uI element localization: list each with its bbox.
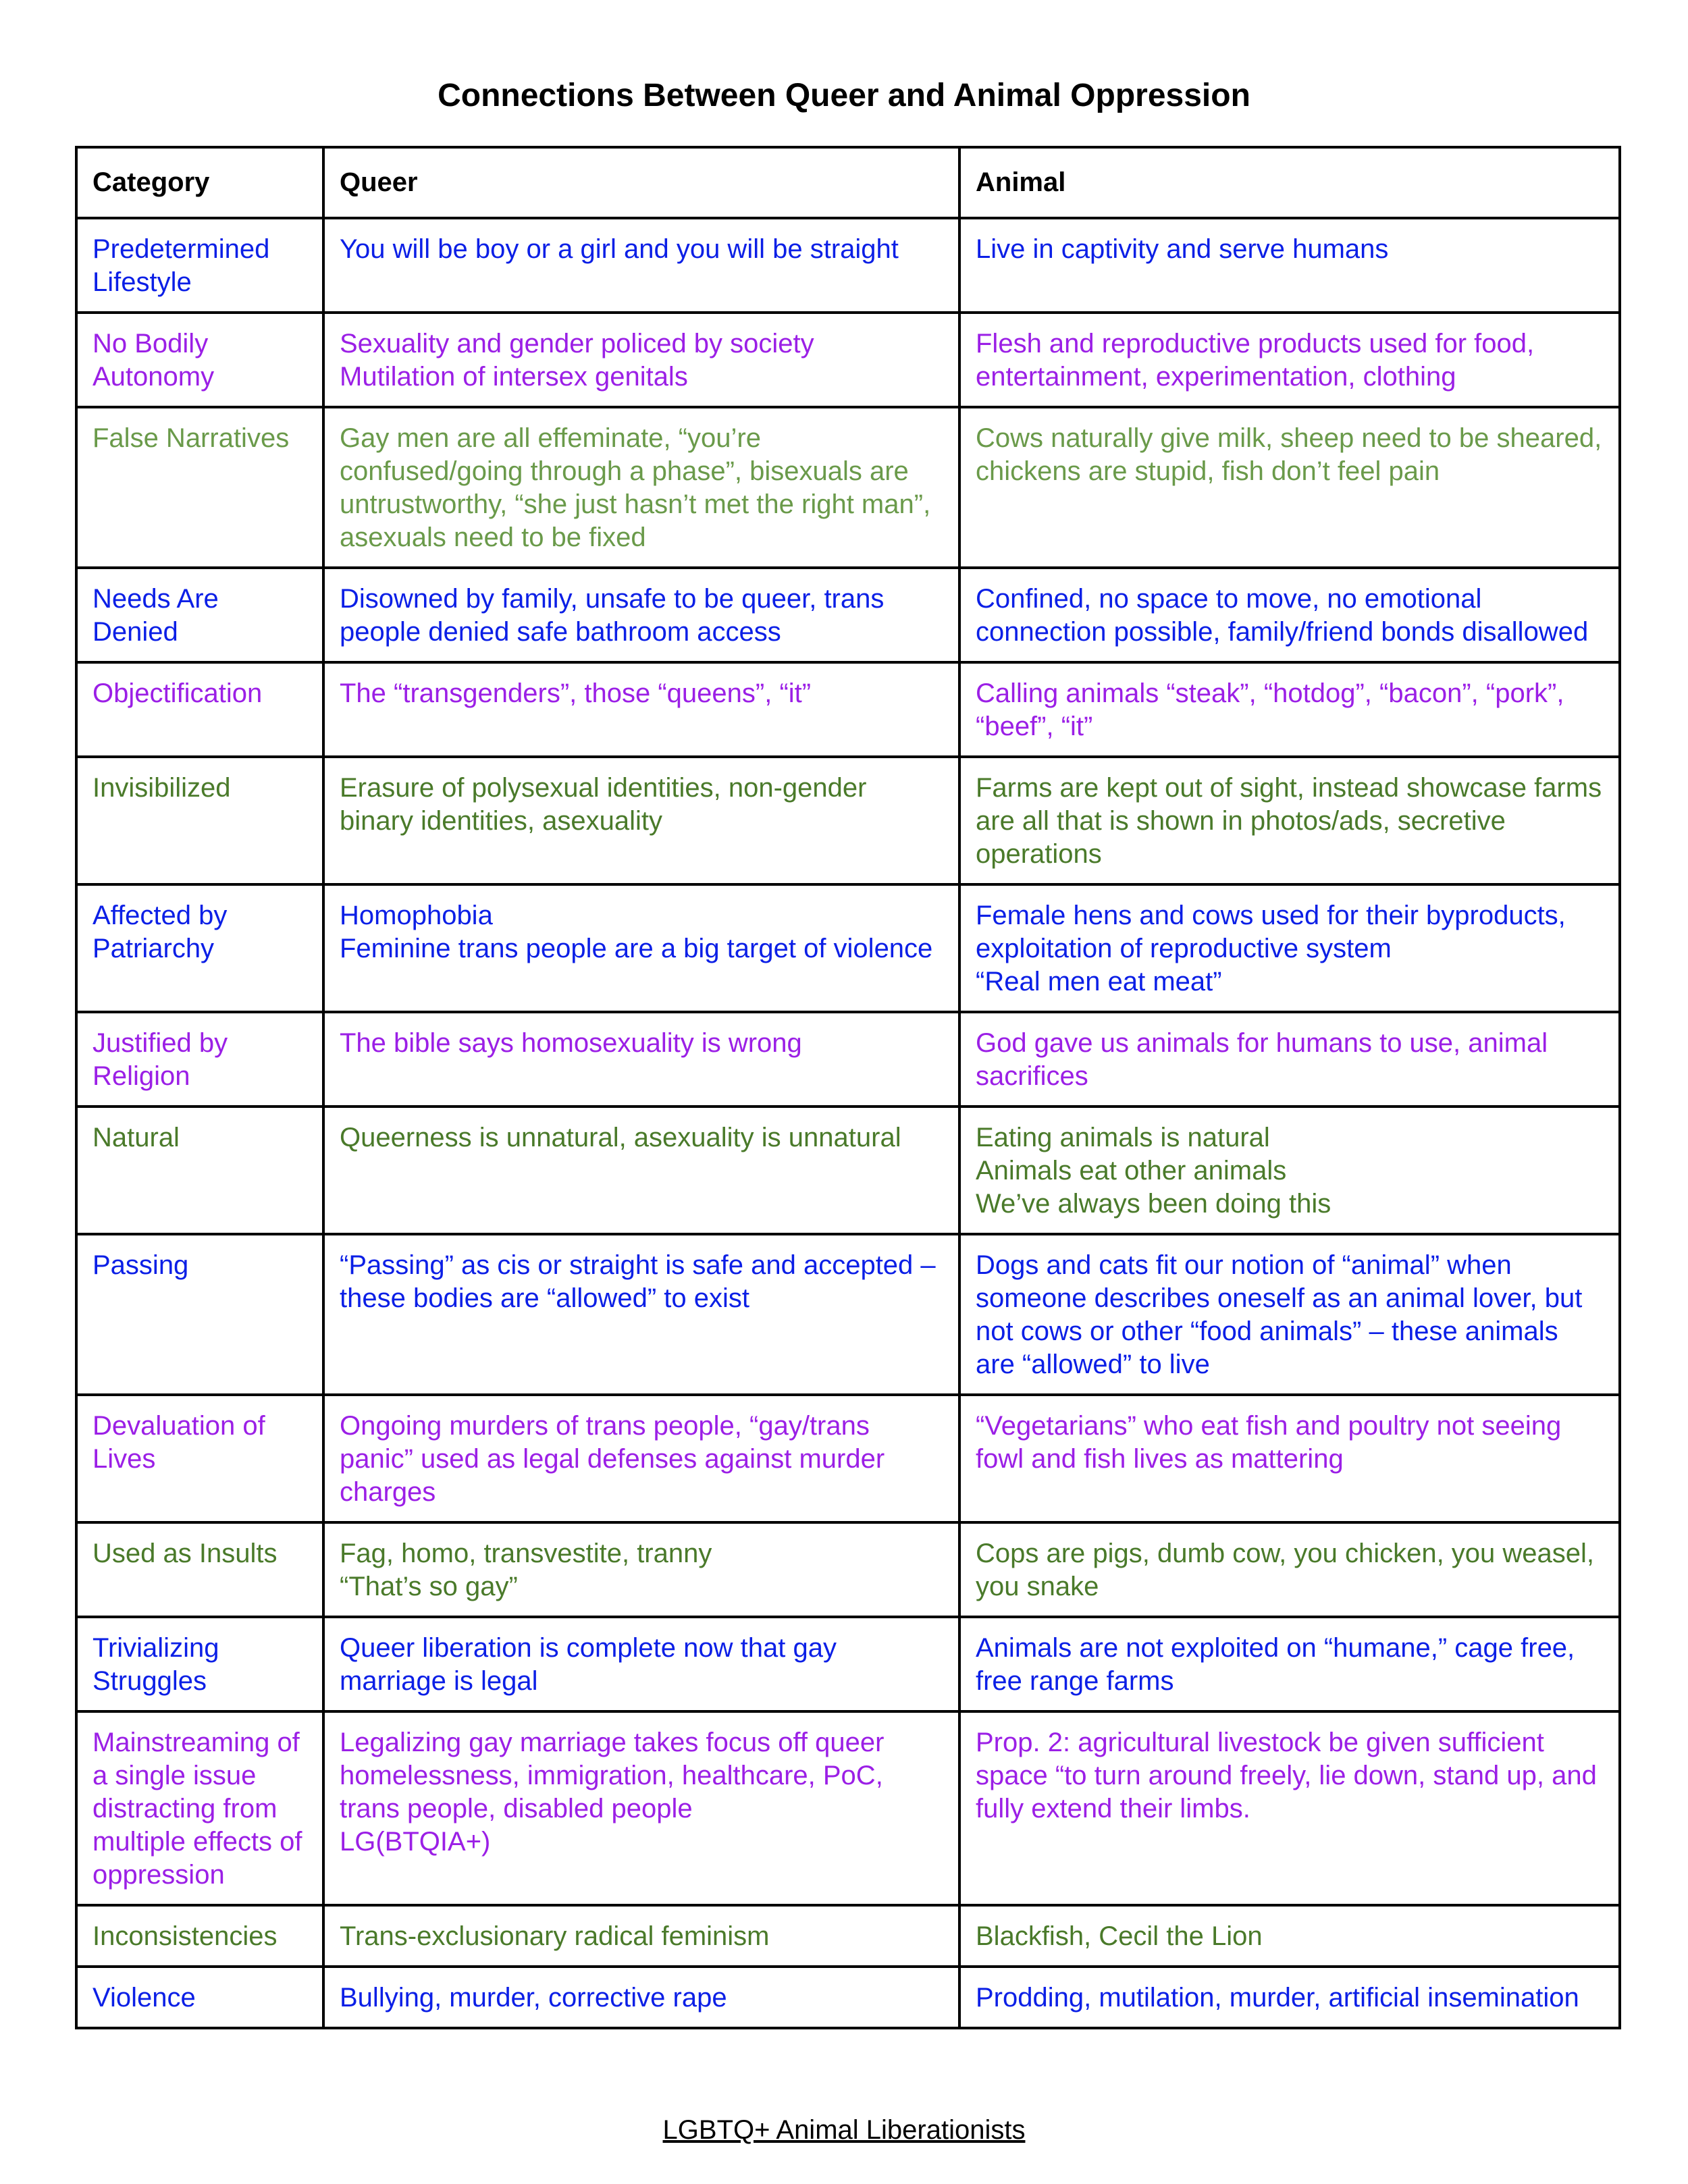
- table-row: [76, 1234, 1620, 1395]
- table-row: [76, 1522, 1620, 1617]
- animal-cell: Live in captivity and serve humans: [959, 218, 1620, 313]
- category-cell: Justified by Religion: [76, 1012, 323, 1107]
- category-cell: Devaluation of Lives: [76, 1395, 323, 1522]
- queer-cell: Disowned by family, unsafe to be queer, trans people denied safe bathroom access: [323, 568, 959, 662]
- queer-cell: Legalizing gay marriage takes focus off queer homelessness, immigration, healthcare, PoC, trans people, disabled people LG(BTQIA+): [323, 1711, 959, 1905]
- queer-cell: Gay men are all effeminate, “you’re confused/going through a phase”, bisexuals are untrustworthy, “she just hasn’t met the right man”, asexuals need to be fixed: [323, 407, 959, 568]
- queer-cell: Sexuality and gender policed by society Mutilation of intersex genitals: [323, 313, 959, 407]
- animal-cell: God gave us animals for humans to use, animal sacrifices: [959, 1012, 1620, 1107]
- animal-cell: Flesh and reproductive products used for food, entertainment, experimentation, clothing: [959, 313, 1620, 407]
- category-cell: Violence: [76, 1967, 323, 2028]
- table-row: [76, 568, 1620, 662]
- queer-cell: The “transgenders”, those “queens”, “it”: [323, 662, 959, 757]
- queer-cell: Queerness is unnatural, asexuality is unnatural: [323, 1107, 959, 1234]
- queer-cell: Bullying, murder, corrective rape: [323, 1967, 959, 2028]
- animal-cell: Dogs and cats fit our notion of “animal” when someone describes oneself as an animal lover, but not cows or other “food animals” – these animals are “allowed” to live: [959, 1234, 1620, 1395]
- category-cell: Affected by Patriarchy: [76, 884, 323, 1012]
- table-row: [76, 218, 1620, 313]
- table-row: [76, 1107, 1620, 1234]
- queer-cell: “Passing” as cis or straight is safe and accepted – these bodies are “allowed” to exist: [323, 1234, 959, 1395]
- table-header-row: [76, 147, 1620, 218]
- table-row: [76, 1905, 1620, 1967]
- animal-cell: Cows naturally give milk, sheep need to be sheared, chickens are stupid, fish don’t feel pain: [959, 407, 1620, 568]
- category-cell: Used as Insults: [76, 1522, 323, 1617]
- table-row: [76, 757, 1620, 884]
- category-cell: Predetermined Lifestyle: [76, 218, 323, 313]
- animal-cell: Cops are pigs, dumb cow, you chicken, you weasel, you snake: [959, 1522, 1620, 1617]
- animal-cell: Confined, no space to move, no emotional connection possible, family/friend bonds disallowed: [959, 568, 1620, 662]
- table-body: [76, 218, 1620, 2028]
- table-row: [76, 313, 1620, 407]
- animal-cell: Calling animals “steak”, “hotdog”, “bacon”, “pork”, “beef”, “it”: [959, 662, 1620, 757]
- table-row: [76, 884, 1620, 1012]
- footer-link[interactable]: LGBTQ+ Animal Liberationists: [662, 2115, 1026, 2145]
- animal-cell: Eating animals is natural Animals eat other animals We’ve always been doing this: [959, 1107, 1620, 1234]
- table-row: [76, 1012, 1620, 1107]
- table-row: [76, 1617, 1620, 1711]
- category-cell: Natural: [76, 1107, 323, 1234]
- table-row: [76, 662, 1620, 757]
- table-row: [76, 1967, 1620, 2028]
- queer-cell: Erasure of polysexual identities, non-gender binary identities, asexuality: [323, 757, 959, 884]
- animal-cell: Animals are not exploited on “humane,” cage free, free range farms: [959, 1617, 1620, 1711]
- animal-cell: Prop. 2: agricultural livestock be given sufficient space “to turn around freely, lie down, stand up, and fully extend their limbs.: [959, 1711, 1620, 1905]
- page-title: Connections Between Queer and Animal Oppression: [438, 78, 1250, 113]
- category-cell: Inconsistencies: [76, 1905, 323, 1967]
- queer-cell: Trans-exclusionary radical feminism: [323, 1905, 959, 1967]
- category-cell: Invisibilized: [76, 757, 323, 884]
- column-header-animal: Animal: [959, 147, 1620, 218]
- table-row: [76, 407, 1620, 568]
- queer-cell: Ongoing murders of trans people, “gay/trans panic” used as legal defenses against murder charges: [323, 1395, 959, 1522]
- queer-cell: Fag, homo, transvestite, tranny “That’s so gay”: [323, 1522, 959, 1617]
- queer-cell: Queer liberation is complete now that gay marriage is legal: [323, 1617, 959, 1711]
- category-cell: Objectification: [76, 662, 323, 757]
- animal-cell: Farms are kept out of sight, instead showcase farms are all that is shown in photos/ads, secretive operations: [959, 757, 1620, 884]
- category-cell: Passing: [76, 1234, 323, 1395]
- footer: [0, 2113, 1688, 2147]
- category-cell: False Narratives: [76, 407, 323, 568]
- category-cell: No Bodily Autonomy: [76, 313, 323, 407]
- animal-cell: “Vegetarians” who eat fish and poultry not seeing fowl and fish lives as mattering: [959, 1395, 1620, 1522]
- category-cell: Trivializing Struggles: [76, 1617, 323, 1711]
- table-row: [76, 1395, 1620, 1522]
- category-cell: Mainstreaming of a single issue distracting from multiple effects of oppression: [76, 1711, 323, 1905]
- category-cell: Needs Are Denied: [76, 568, 323, 662]
- table-row: [76, 1711, 1620, 1905]
- animal-cell: Female hens and cows used for their byproducts, exploitation of reproductive system “Real men eat meat”: [959, 884, 1620, 1012]
- queer-cell: You will be boy or a girl and you will be straight: [323, 218, 959, 313]
- queer-cell: Homophobia Feminine trans people are a big target of violence: [323, 884, 959, 1012]
- comparison-table: [75, 146, 1621, 2029]
- animal-cell: Blackfish, Cecil the Lion: [959, 1905, 1620, 1967]
- animal-cell: Prodding, mutilation, murder, artificial insemination: [959, 1967, 1620, 2028]
- column-header-queer: Queer: [323, 147, 959, 218]
- column-header-category: Category: [76, 147, 323, 218]
- queer-cell: The bible says homosexuality is wrong: [323, 1012, 959, 1107]
